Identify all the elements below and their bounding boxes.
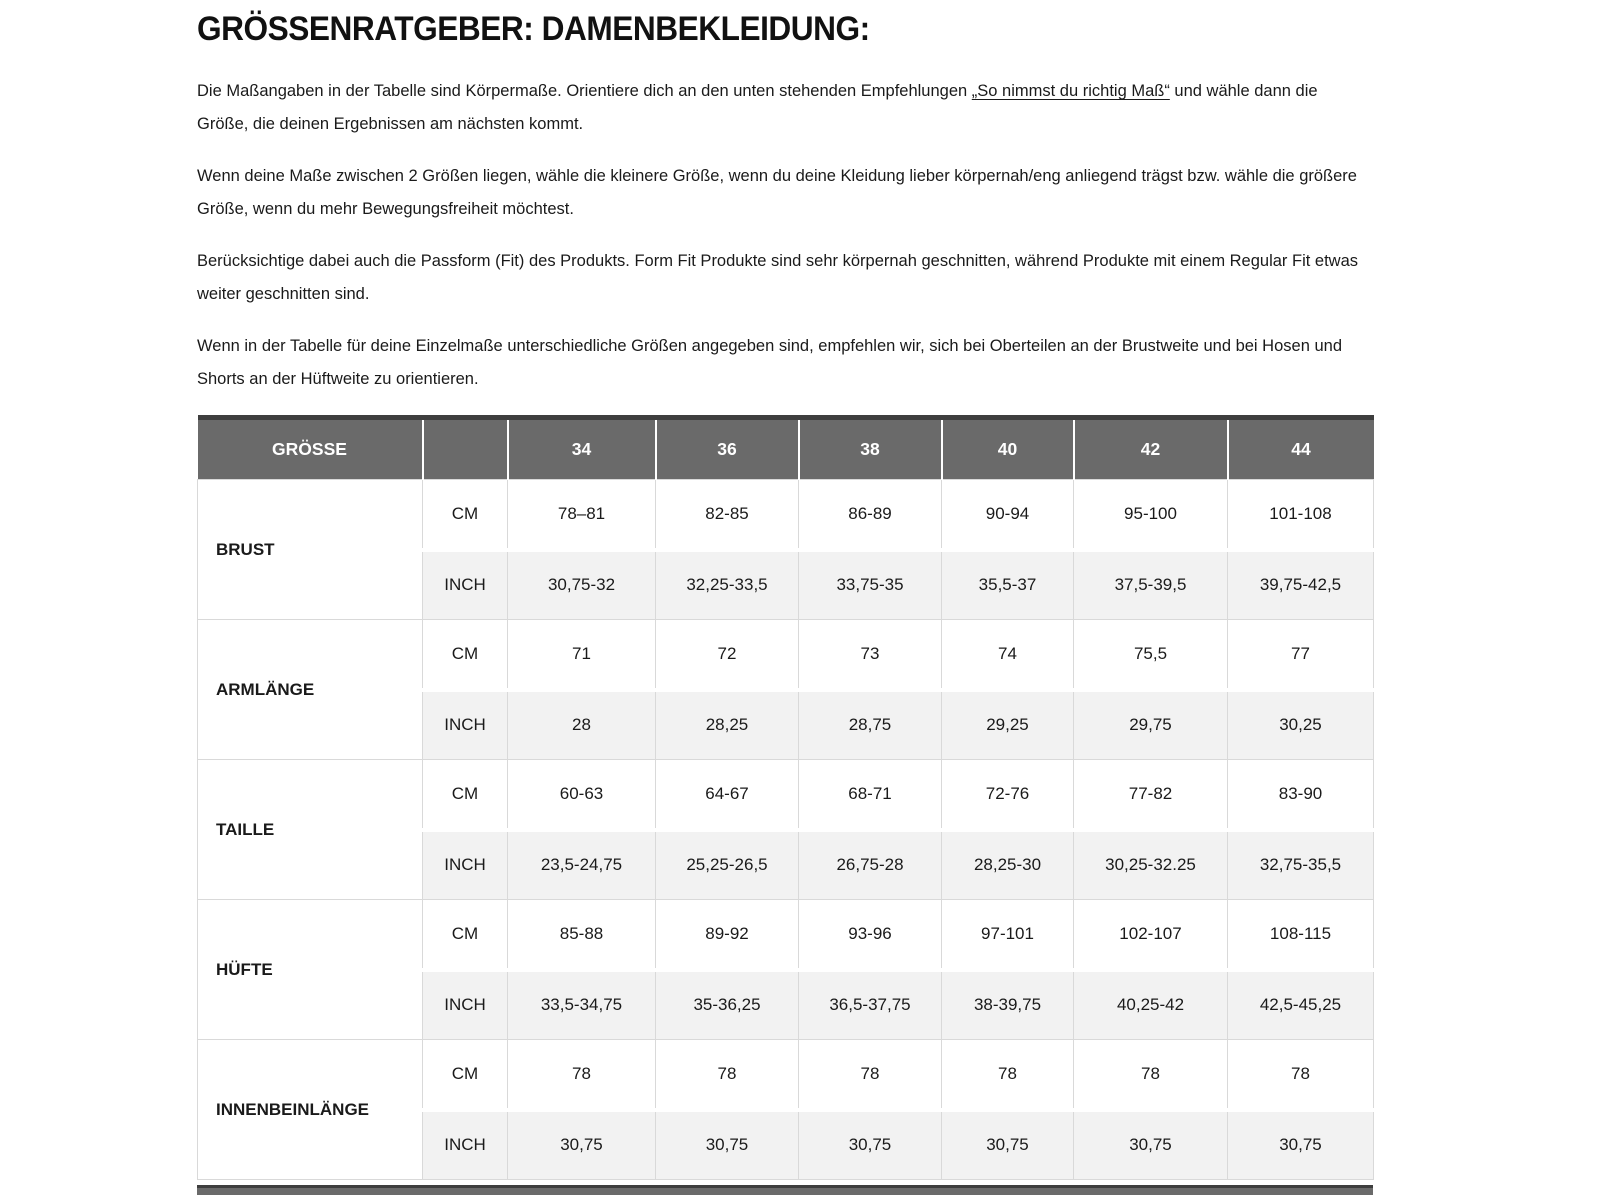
value-cell: 28,25 <box>656 690 799 760</box>
value-cell: 86-89 <box>799 480 942 550</box>
value-cell: 89-92 <box>656 900 799 970</box>
value-cell: 108-115 <box>1228 900 1374 970</box>
table-row <box>198 900 1374 970</box>
intro-paragraph-1 <box>197 75 1373 141</box>
value-cell: 39,75-42,5 <box>1228 550 1374 620</box>
value-cell: 30,25 <box>1228 690 1374 760</box>
value-cell: 30,75 <box>799 1110 942 1180</box>
header-unit-spacer <box>423 418 508 480</box>
value-cell: 28,25-30 <box>942 830 1074 900</box>
paragraph-text: und wähle dann die Größe, die deinen Ergebnissen am nächsten kommt. <box>197 82 1318 133</box>
value-cell: 97-101 <box>942 900 1074 970</box>
value-cell: 60-63 <box>508 760 656 830</box>
intro-paragraph-2: Wenn deine Maße zwischen 2 Größen liegen, wähle die kleinere Größe, wenn du deine Kleidung lieber körpernah/eng anliegend trägst bzw. wähle die größere Größe, wenn du mehr Bewegungsfreiheit möchtest. <box>197 167 1357 218</box>
value-cell: 78 <box>508 1040 656 1110</box>
value-cell: 35-36,25 <box>656 970 799 1040</box>
value-cell: 72-76 <box>942 760 1074 830</box>
header-groesse: GRÖSSE <box>198 418 423 480</box>
value-cell: 78 <box>942 1040 1074 1110</box>
value-cell: 25,25-26,5 <box>656 830 799 900</box>
value-cell: 36,5-37,75 <box>799 970 942 1040</box>
value-cell: 77 <box>1228 620 1374 690</box>
value-cell: 82-85 <box>656 480 799 550</box>
value-cell: 93-96 <box>799 900 942 970</box>
unit-cell: INCH <box>423 1110 508 1180</box>
value-cell: 29,25 <box>942 690 1074 760</box>
header-size-36: 36 <box>656 418 799 480</box>
value-cell: 29,75 <box>1074 690 1228 760</box>
value-cell: 73 <box>799 620 942 690</box>
measure-label-armlaenge: ARMLÄNGE <box>198 620 423 760</box>
value-cell: 30,75-32 <box>508 550 656 620</box>
value-cell: 32,25-33,5 <box>656 550 799 620</box>
value-cell: 74 <box>942 620 1074 690</box>
value-cell: 75,5 <box>1074 620 1228 690</box>
value-cell: 38-39,75 <box>942 970 1074 1040</box>
unit-cell: CM <box>423 620 508 690</box>
value-cell: 30,75 <box>942 1110 1074 1180</box>
value-cell: 68-71 <box>799 760 942 830</box>
value-cell: 71 <box>508 620 656 690</box>
value-cell: 40,25-42 <box>1074 970 1228 1040</box>
value-cell: 30,75 <box>1228 1110 1374 1180</box>
value-cell: 30,75 <box>508 1110 656 1180</box>
unit-cell: INCH <box>423 970 508 1040</box>
measure-label-innenbeinlaenge: INNENBEINLÄNGE <box>198 1040 423 1180</box>
size-chart-table <box>197 415 1374 1180</box>
value-cell: 33,75-35 <box>799 550 942 620</box>
unit-cell: CM <box>423 1040 508 1110</box>
header-size-44: 44 <box>1228 418 1374 480</box>
value-cell: 33,5-34,75 <box>508 970 656 1040</box>
value-cell: 32,75-35,5 <box>1228 830 1374 900</box>
value-cell: 23,5-24,75 <box>508 830 656 900</box>
value-cell: 78 <box>1228 1040 1374 1110</box>
header-size-34: 34 <box>508 418 656 480</box>
value-cell: 28,75 <box>799 690 942 760</box>
value-cell: 77-82 <box>1074 760 1228 830</box>
measure-label-brust: BRUST <box>198 480 423 620</box>
value-cell: 102-107 <box>1074 900 1228 970</box>
value-cell: 85-88 <box>508 900 656 970</box>
value-cell: 83-90 <box>1228 760 1374 830</box>
value-cell: 78–81 <box>508 480 656 550</box>
unit-cell: CM <box>423 760 508 830</box>
next-table-header-cutoff <box>197 1185 1373 1195</box>
table-row <box>198 1040 1374 1110</box>
table-row <box>198 760 1374 830</box>
unit-cell: CM <box>423 480 508 550</box>
value-cell: 42,5-45,25 <box>1228 970 1374 1040</box>
header-size-40: 40 <box>942 418 1074 480</box>
page-title: GRÖSSENRATGEBER: DAMENBEKLEIDUNG: <box>197 10 870 48</box>
header-size-42: 42 <box>1074 418 1228 480</box>
measure-label-taille: TAILLE <box>198 760 423 900</box>
value-cell: 26,75-28 <box>799 830 942 900</box>
value-cell: 101-108 <box>1228 480 1374 550</box>
unit-cell: INCH <box>423 830 508 900</box>
table-row <box>198 480 1374 550</box>
value-cell: 78 <box>656 1040 799 1110</box>
value-cell: 64-67 <box>656 760 799 830</box>
value-cell: 35,5-37 <box>942 550 1074 620</box>
value-cell: 78 <box>1074 1040 1228 1110</box>
value-cell: 30,75 <box>1074 1110 1228 1180</box>
header-size-38: 38 <box>799 418 942 480</box>
value-cell: 28 <box>508 690 656 760</box>
value-cell: 30,75 <box>656 1110 799 1180</box>
size-guide-content <box>197 0 1373 1195</box>
value-cell: 30,25-32.25 <box>1074 830 1228 900</box>
measuring-guide-link[interactable]: „So nimmst du richtig Maß“ <box>971 82 1170 100</box>
unit-cell: CM <box>423 900 508 970</box>
value-cell: 72 <box>656 620 799 690</box>
intro-paragraph-4: Wenn in der Tabelle für deine Einzelmaße unterschiedliche Größen angegeben sind, empfehlen wir, sich bei Oberteilen an der Brustweite und bei Hosen und Shorts an der Hüftweite zu orientieren. <box>197 337 1342 388</box>
paragraph-text: Die Maßangaben in der Tabelle sind Körpermaße. Orientiere dich an den unten stehenden Empfehlungen <box>197 82 972 100</box>
intro-paragraph-3: Berücksichtige dabei auch die Passform (Fit) des Produkts. Form Fit Produkte sind sehr körpernah geschnitten, während Produkte mit einem Regular Fit etwas weiter geschnitten sind. <box>197 252 1359 303</box>
value-cell: 90-94 <box>942 480 1074 550</box>
table-row <box>198 620 1374 690</box>
value-cell: 95-100 <box>1074 480 1228 550</box>
measure-label-huefte: HÜFTE <box>198 900 423 1040</box>
value-cell: 78 <box>799 1040 942 1110</box>
unit-cell: INCH <box>423 550 508 620</box>
table-header-row <box>198 418 1374 480</box>
value-cell: 37,5-39,5 <box>1074 550 1228 620</box>
unit-cell: INCH <box>423 690 508 760</box>
